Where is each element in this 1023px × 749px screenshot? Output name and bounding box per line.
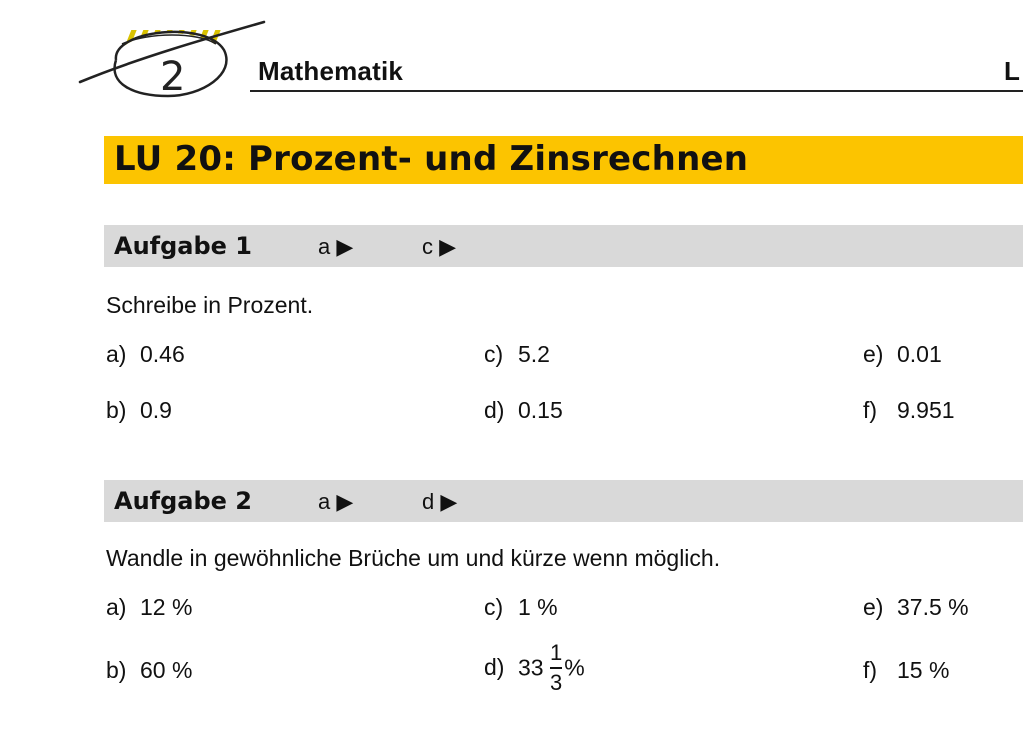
item-label: b)	[106, 657, 127, 683]
task-2-item-c	[484, 594, 558, 621]
task-2-title: Aufgabe 2	[114, 487, 252, 515]
task-2-instruction: Wandle in gewöhnliche Brüche um und kürze wenn möglich.	[106, 545, 721, 571]
item-value: 0.46	[140, 341, 185, 367]
item-label: c)	[484, 341, 504, 367]
task-1-item-d	[484, 397, 563, 424]
task-1-item-c	[484, 341, 550, 368]
fraction-bar	[550, 667, 562, 669]
item-value: 5.2	[518, 341, 550, 367]
task-2-item-f	[863, 657, 949, 684]
item-value: 60 %	[140, 657, 193, 683]
task-2-item-b	[106, 657, 192, 684]
task-2-item-d	[484, 641, 585, 695]
subject-title: Mathematik	[258, 56, 404, 86]
item-value: 0.15	[518, 397, 563, 423]
item-label: e)	[863, 594, 884, 620]
item-value: 37.5 %	[897, 594, 969, 620]
task-1-item-f	[863, 397, 955, 424]
item-value: 0.01	[897, 341, 942, 367]
task-2-item-a	[106, 594, 192, 621]
item-value: 15 %	[897, 657, 950, 683]
item-label: e)	[863, 341, 884, 367]
fraction-numerator: 1	[549, 640, 563, 665]
fraction-denominator: 3	[549, 669, 563, 695]
task-1-item-a	[106, 341, 185, 368]
chapter-number: 2	[160, 54, 186, 100]
item-value: 1 %	[518, 594, 558, 620]
task-1-item-e	[863, 341, 942, 368]
item-label: a)	[106, 594, 127, 620]
task-2-item-e	[863, 594, 969, 621]
task-1-instruction: Schreibe in Prozent.	[106, 292, 314, 318]
task-1-item-b	[106, 397, 172, 424]
task-1-header	[104, 225, 1023, 267]
item-label: d)	[484, 397, 505, 423]
task-1-level-a-marker: a ▶	[318, 234, 354, 259]
item-value-whole: 33	[518, 654, 544, 681]
header-divider	[250, 90, 1023, 92]
item-label: a)	[106, 341, 127, 367]
item-value-suffix: %	[564, 654, 585, 681]
item-label: b)	[106, 397, 127, 423]
item-value: 0.9	[140, 397, 172, 423]
fraction	[550, 641, 562, 695]
item-value: 12 %	[140, 594, 193, 620]
task-1-level-c-marker: c ▶	[422, 234, 457, 259]
header-right-text: L	[1004, 56, 1020, 86]
item-value: 9.951	[897, 397, 955, 423]
item-label: f)	[863, 657, 878, 683]
item-label: d)	[484, 654, 505, 681]
task-2-level-d-marker: d ▶	[422, 489, 458, 514]
task-1-title: Aufgabe 1	[114, 232, 252, 260]
lesson-title: LU 20: Prozent- und Zinsrechnen	[114, 139, 749, 179]
lesson-title-bar	[104, 136, 1023, 184]
task-2-level-a-marker: a ▶	[318, 489, 354, 514]
item-label: c)	[484, 594, 504, 620]
task-2-header	[104, 480, 1023, 522]
item-label: f)	[863, 397, 878, 423]
chapter-logo	[78, 10, 268, 110]
